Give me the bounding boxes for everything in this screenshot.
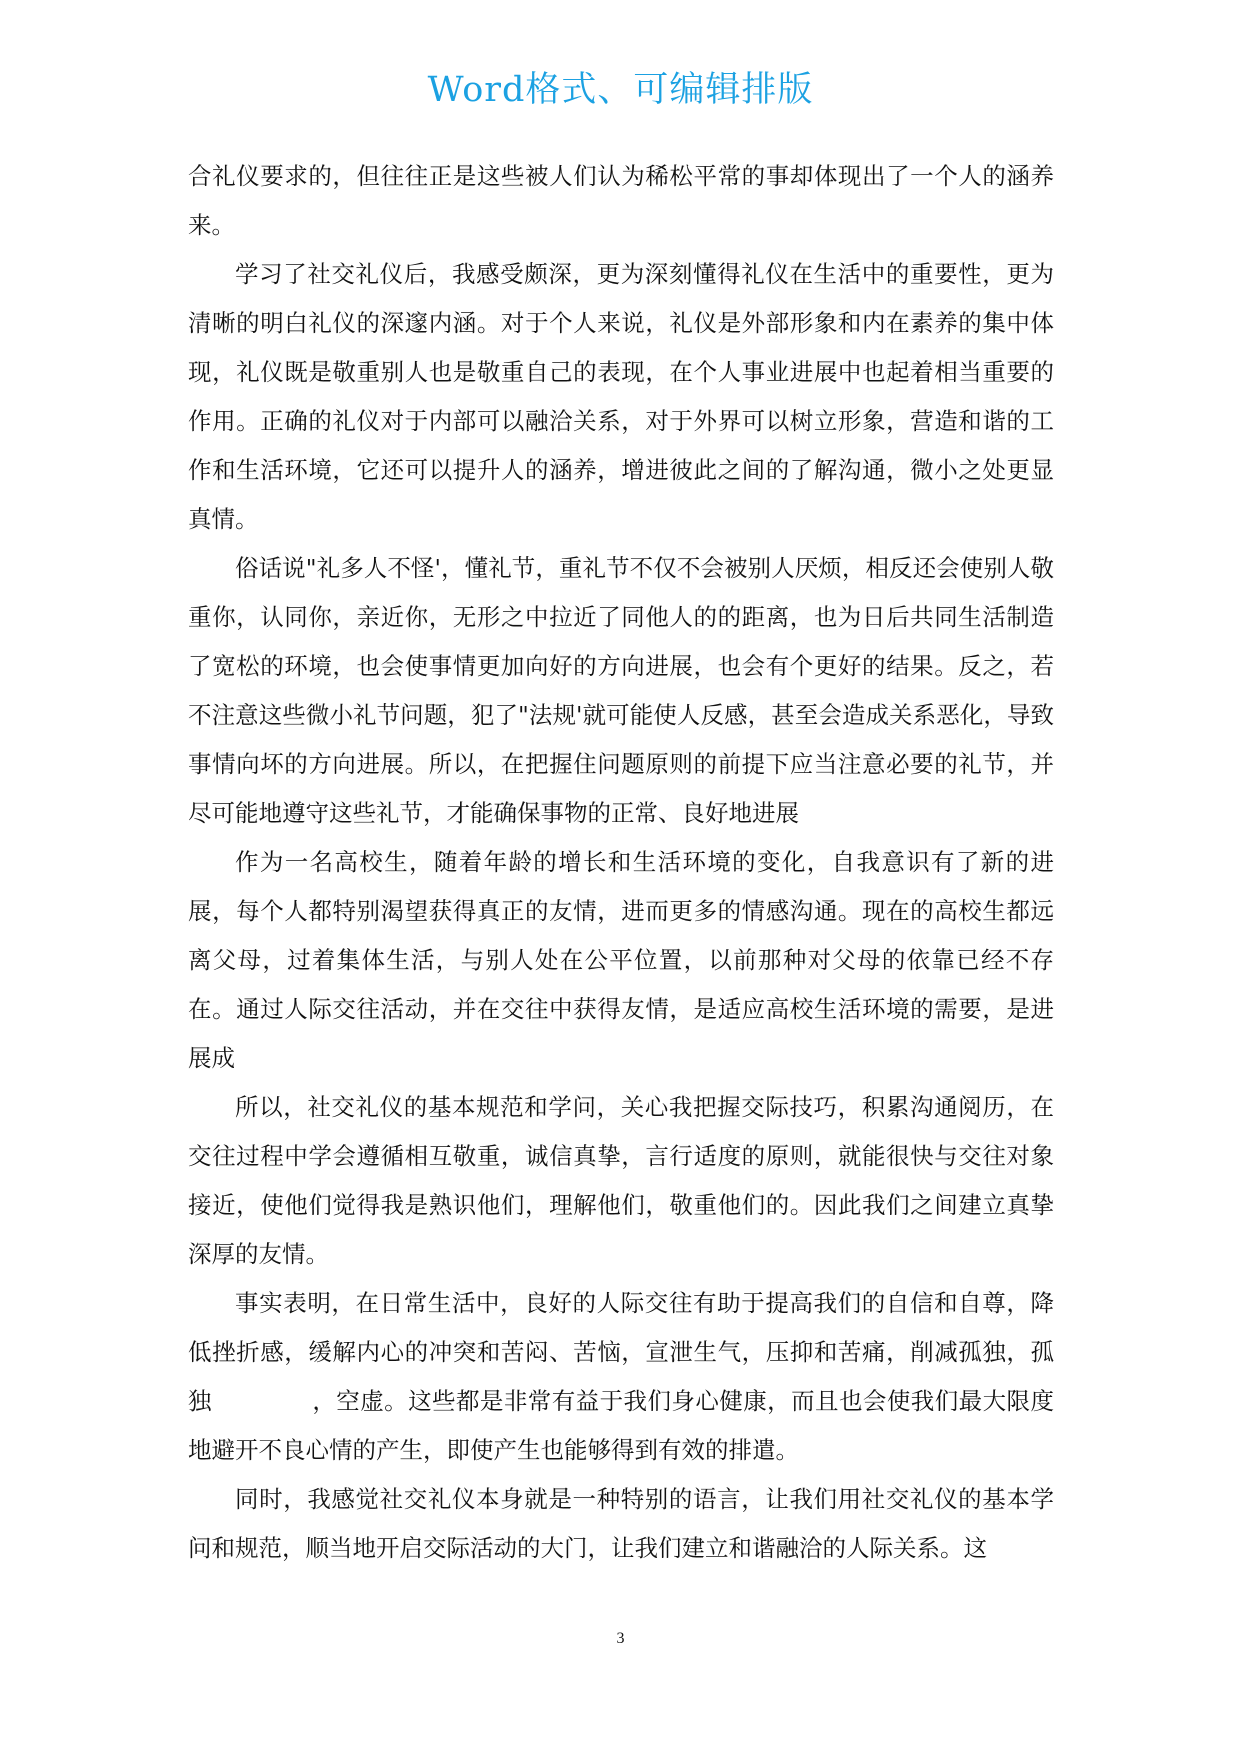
paragraph-5: 所以，社交礼仪的基本规范和学问，关心我把握交际技巧，积累沟通阅历，在交往过程中学会遵循相互敬重，诚信真挚，言行适度的原则，就能很快与交往对象接近，使他们觉得我是熟识他们，理解他们，敬重他们的。因此我们之间建立真挚深厚的友情。 bbox=[188, 1093, 1054, 1268]
paragraph-7: 同时，我感觉社交礼仪本身就是一种特别的语言，让我们用社交礼仪的基本学问和规范，顺当地开启交际活动的大门，让我们建立和谐融洽的人际关系。这 bbox=[188, 1485, 1054, 1562]
body-text bbox=[188, 152, 1054, 1573]
paragraph-6 bbox=[188, 1279, 1054, 1475]
header-title: Word格式、可编辑排版 bbox=[427, 70, 814, 110]
paragraph-3: 俗话说"礼多人不怪'，懂礼节，重礼节不仅不会被别人厌烦，相反还会使别人敬重你，认同你，亲近你，无形之中拉近了同他人的的距离，也为日后共同生活制造了宽松的环境，也会使事情更加向好的方向进展，也会有个更好的结果。反之，若不注意这些微小礼节问题，犯了"法规'就可能使人反感，甚至会造成关系恶化，导致事情向坏的方向进展。所以，在把握住问题原则的前提下应当注意必要的礼节，并尽可能地遵守这些礼节，才能确保事物的正常、良好地进展 bbox=[188, 554, 1054, 827]
paragraph-4: 作为一名高校生，随着年龄的增长和生活环境的变化，自我意识有了新的进展，每个人都特别渴望获得真正的友情，进而更多的情感沟通。现在的高校生都远离父母，过着集体生活，与别人处在公平位置，以前那种对父母的依靠已经不存在。通过人际交往活动，并在交往中获得友情，是适应高校生活环境的需要，是进展成 bbox=[188, 848, 1054, 1072]
paragraph-1: 合礼仪要求的，但往往正是这些被人们认为稀松平常的事却体现出了一个人的涵养来。 bbox=[188, 162, 1054, 239]
paragraph-2: 学习了社交礼仪后，我感受颇深，更为深刻懂得礼仪在生活中的重要性，更为清晰的明白礼仪的深邃内涵。对于个人来说，礼仪是外部形象和内在素养的集中体现，礼仪既是敬重别人也是敬重自己的表现，在个人事业进展中也起着相当重要的作用。正确的礼仪对于内部可以融洽关系，对于外界可以树立形象，营造和谐的工作和生活环境，它还可以提升人的涵养，增进彼此之间的了解沟通，微小之处更显真情。 bbox=[188, 260, 1054, 533]
paragraph-6-part-2: ，空虚。这些都是非常有益于我们身心健康，而且也会使我们最大限度地避开不良心情的产生，即使产生也能够得到有效的排遣。 bbox=[188, 1387, 1054, 1464]
page-number: 3 bbox=[616, 1630, 625, 1647]
paragraph-6-part-1: 事实表明，在日常生活中，良好的人际交往有助于提高我们的自信和自尊，降低挫折感，缓解内心的冲突和苦闷、苦恼，宣泄生气，压抑和苦痛，削减孤独，孤独 bbox=[188, 1289, 1054, 1415]
